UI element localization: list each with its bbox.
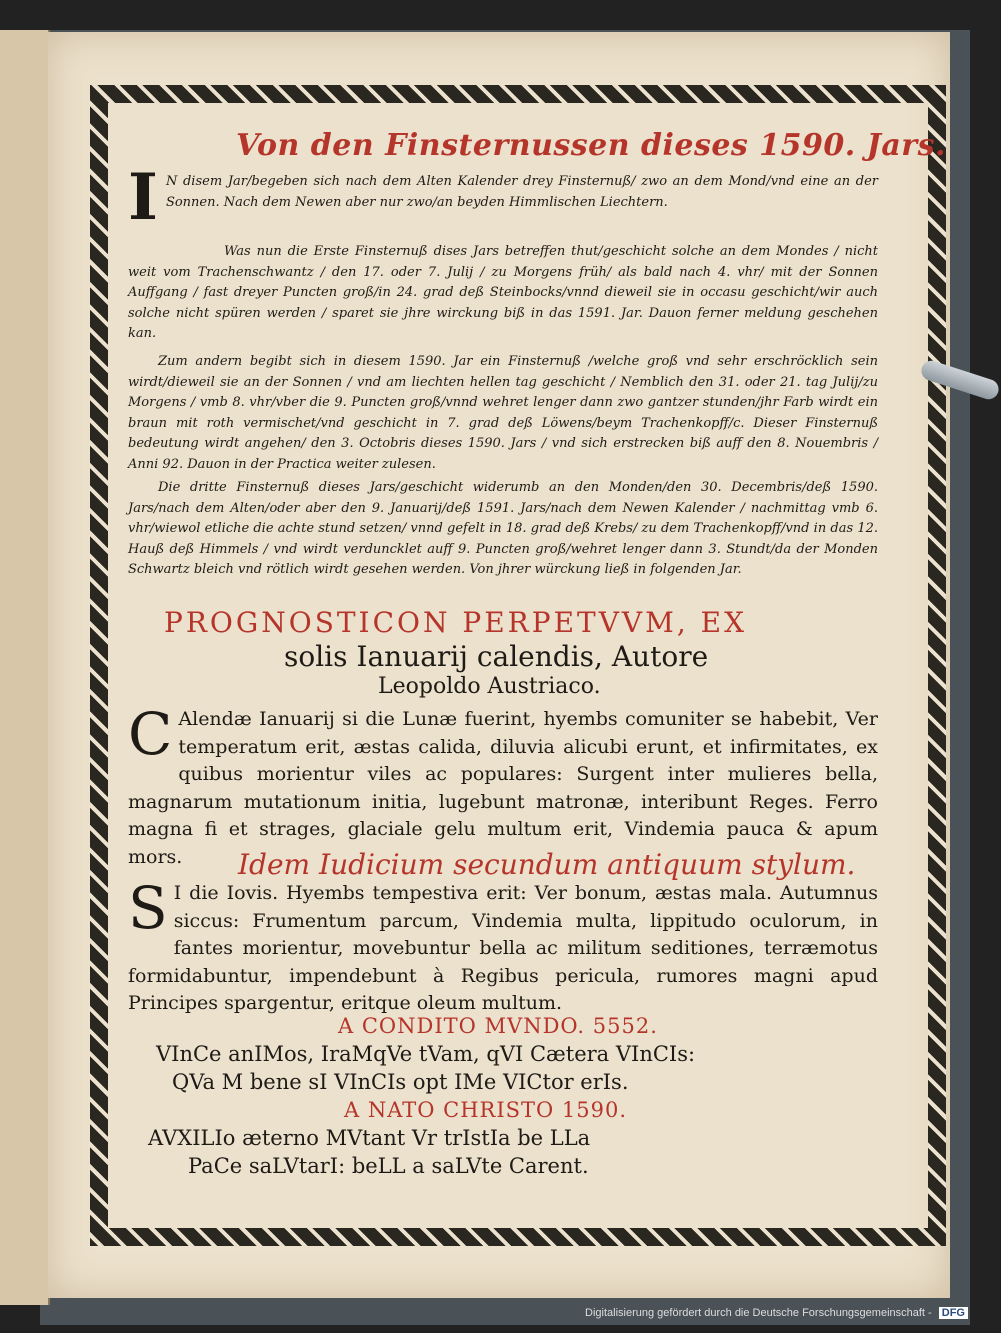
previous-page-edge	[0, 30, 50, 1305]
drop-cap-initial: C	[128, 700, 173, 768]
chronogram-heading-mundo: A CONDITO MVNDO. 5552.	[338, 1014, 658, 1038]
drop-cap-initial: S	[128, 874, 168, 942]
dfg-logo: DFG	[939, 1307, 968, 1319]
credit-text: Digitalisierung gefördert durch die Deutsche Forschungsgemeinschaft -	[585, 1307, 932, 1319]
drop-cap-initial: I	[128, 160, 158, 235]
digitization-credit	[585, 1307, 968, 1327]
chronogram-line: QVa M bene sI VInCIs opt IMe VICtor erIs.	[172, 1070, 629, 1094]
chronogram-line: PaCe saLVtarI: beLL a saLVte Carent.	[188, 1154, 589, 1178]
paragraph-third-eclipse: Die dritte Finsternuß dieses Jars/geschicht widerumb an den Monden/den 30. Decembris/deß 1590. Jars/nach dem Alten/oder aber den 9. Januarij/deß 1591. Jars/nach dem Newen Kalender / nachmittag vmb 6. vhr/wiewol etliche die achte stund setzen/ vnnd gefelt in 18. grad deß Krebs/ zu dem Trachenkopff/vnd in das 12. Hauß deß Himmels / vnd wirdt verduncklet auff 9. Puncten groß/wehret lenger dann 3. Stundt/da der Monden Schwartz bleich vnd rötlich wirdt gesehen werden. Von jhrer würckung ließ in folgenden Jar.	[128, 480, 878, 578]
paragraph-text: N disem Jar/begeben sich nach dem Alten Kalender drey Finsternuß/ zwo an dem Mond/vnd eine an der Sonnen. Nach dem Newen aber nur zwo/an beyden Himmlischen Liechtern.	[165, 174, 878, 210]
latin-paragraph-iovis	[128, 874, 878, 1020]
paragraph-text: Alendæ Ianuarij si die Lunæ fuerint, hyembs comuniter se habebit, Ver temperatum erit, æstas calida, diluvia alicubi erunt, et infirmitates, ex quibus morientur viles ac populares: Surgent inter mulieres bella, magnarum mutationum initia, lugebunt matronæ, interibunt Reges. Ferro magna fi et strages, glaciale gelu multum erit, Vindemia pauca & apum mors.	[128, 708, 878, 868]
latin-subheading: solis Ianuarij calendis, Autore	[284, 640, 709, 673]
paragraph-first-eclipse: Was nun die Erste Finsternuß dises Jars betreffen thut/geschicht solche an dem Mondes / nicht weit vom Trachenschwantz / den 17. oder 7. Julij / zu Morgens früh/ als bald nach 4. vhr/ mit der Sonnen Auffgang / fast dreyer Puncten groß/in 24. grad deß Steinbocks/vnnd dieweil sie in occasu geschicht/wir auch solche nicht spüren werden / sparet sie jhre wirckung biß in das 1591. Jar. Dauon ferner meldung geschehen kan.	[128, 244, 878, 342]
paragraph-eclipses-intro	[128, 160, 878, 240]
chronogram-heading-christo: A NATO CHRISTO 1590.	[344, 1098, 628, 1122]
chronogram-line: VInCe anIMos, IraMqVe tVam, qVI Cætera VInCIs:	[156, 1042, 696, 1066]
page-content	[128, 128, 946, 1188]
latin-heading-prognosticon: PROGNOSTICON PERPETVVM, EX	[164, 606, 747, 639]
paragraph-text: I die Iovis. Hyembs tempestiva erit: Ver bonum, æstas mala. Autumnus siccus: Frumentum parcum, Vindemia multa, lippitudo oculorum, in fantes morientur, movebuntur bella ac militum seditiones, terræmotus formidabuntur, impendebunt à Regibus pericula, rumores magni apud Principes spargentur, eritque oleum multum.	[128, 882, 878, 1014]
latin-heading-idem: Idem Iudicium secundum antiquum stylum.	[238, 848, 856, 881]
chronogram-line: AVXILIo æterno MVtant Vr trIstIa be LLa	[148, 1126, 591, 1150]
page-title: Von den Finsternussen dieses 1590. Jars.	[236, 128, 946, 163]
latin-author-line: Leopoldo Austriaco.	[378, 674, 601, 699]
paragraph-second-eclipse: Zum andern begibt sich in diesem 1590. Jar ein Finsternuß /welche groß vnd sehr erschröcklich sein wirdt/dieweil sie an der Sonnen / vnd am liechten hellen tag geschicht / Nemblich den 31. oder 21. tag Julij/zu Morgens / vmb 8. vhr/vber die 9. Puncten groß/vnnd wehret lenger dann zwo gantzer stunden/jhr Farb wirdt ein braun mit roth vermischet/vnd geschicht in 7. grad deß Löwens/beym Trachenkopff/c. Dieser Finsternuß bedeutung wirdt angehen/ den 3. Octobris dieses 1590. Jars / vnd sich erstrecken biß auff den 8. Nouembris / Anni 92. Dauon in der Practica weiter zulesen.	[128, 354, 878, 472]
